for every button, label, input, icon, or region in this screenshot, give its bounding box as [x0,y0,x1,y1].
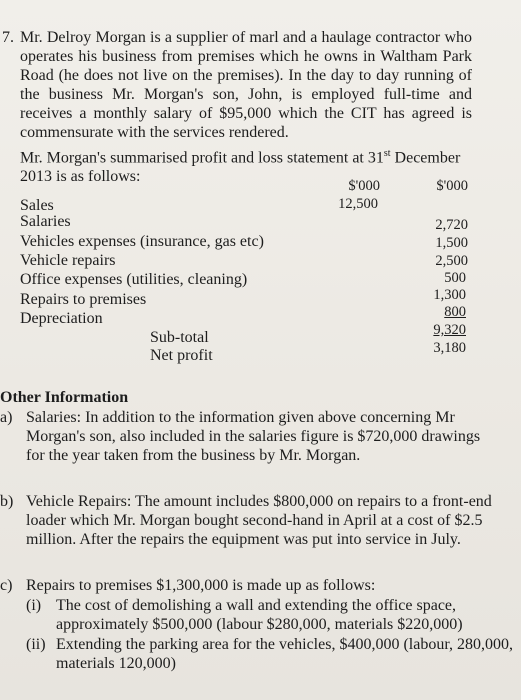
question-number: 7. [2,29,14,46]
row-label-repairs-premises: Repairs to premises [20,291,147,308]
item-c-text: Repairs to premises $1,300,000 is made up as follows: [26,577,376,594]
item-a-marker: a) [0,409,13,426]
statement-intro-part1: Mr. Morgan's summarised profit and loss statement at 31 [20,149,384,167]
item-b-marker: b) [0,493,14,510]
row-value-salaries: 2,720 [435,217,468,233]
question-intro: Mr. Delroy Morgan is a supplier of marl and a haulage contractor who operates his business from premises which he owns in Waltham Park Road (he does not live on the premises). In the day to day running of the business Mr. Morgan's son, John, is employed full-time and receives a monthly salary of $95,000 which the CIT has agreed is commensurate with the services rendered. [20,29,472,141]
item-b-text: Vehicle Repairs: The amount includes $800,000 on repairs to a front-end loader which Mr. Morgan bought second-hand in April at a cost of $2.5 million. After the repairs the equipment was put into service in July. [26,493,492,548]
row-value-depreciation [406,304,466,321]
net-profit-label: Net profit [150,347,213,364]
statement-intro-part2: December 2013 is as follows: [20,149,461,186]
row-value-repairs-premises: 1,300 [433,287,466,303]
item-c-i-text: The cost of demolishing a wall and extending the office space, approximately $500,000 (labour $280,000, materials $220,000) [56,597,463,633]
other-info-heading: Other Information [0,389,129,406]
net-profit-value: 3,180 [433,340,466,356]
item-c-i-marker: (i) [26,597,42,614]
row-label-office-expenses: Office expenses (utilities, cleaning) [20,271,248,288]
row-value-sales: 12,500 [338,196,378,212]
depreciation-underlined: 800 [444,304,466,320]
statement-intro-sup: st [383,148,391,159]
row-value-vehicle-repairs: 2,500 [435,253,468,269]
row-value-vehicle-expenses: 1,500 [435,235,468,251]
row-label-depreciation: Depreciation [20,310,103,327]
col1-header: $'000 [348,178,380,194]
row-value-office-expenses: 500 [444,270,466,286]
subtotal-value [404,322,466,339]
col2-header: $'000 [436,178,468,194]
item-c-marker: c) [0,577,13,594]
item-c-ii-text: Extending the parking area for the vehicles, $400,000 (labour, 280,000, materials 120,000) [56,636,514,672]
row-label-vehicle-repairs: Vehicle repairs [20,252,116,269]
row-label-sales: Sales [20,197,54,214]
item-a-text: Salaries: In addition to the information given above concerning Mr Morgan's son, also included in the salaries figure is $720,000 drawings for the year taken from the business by Mr. Morgan. [26,409,481,464]
subtotal-label: Sub-total [150,329,209,346]
item-c-ii-marker: (ii) [26,636,46,653]
subtotal-underlined: 9,320 [433,322,466,338]
row-label-vehicle-expenses: Vehicles expenses (insurance, gas etc) [20,233,264,250]
row-label-salaries: Salaries [20,213,71,230]
